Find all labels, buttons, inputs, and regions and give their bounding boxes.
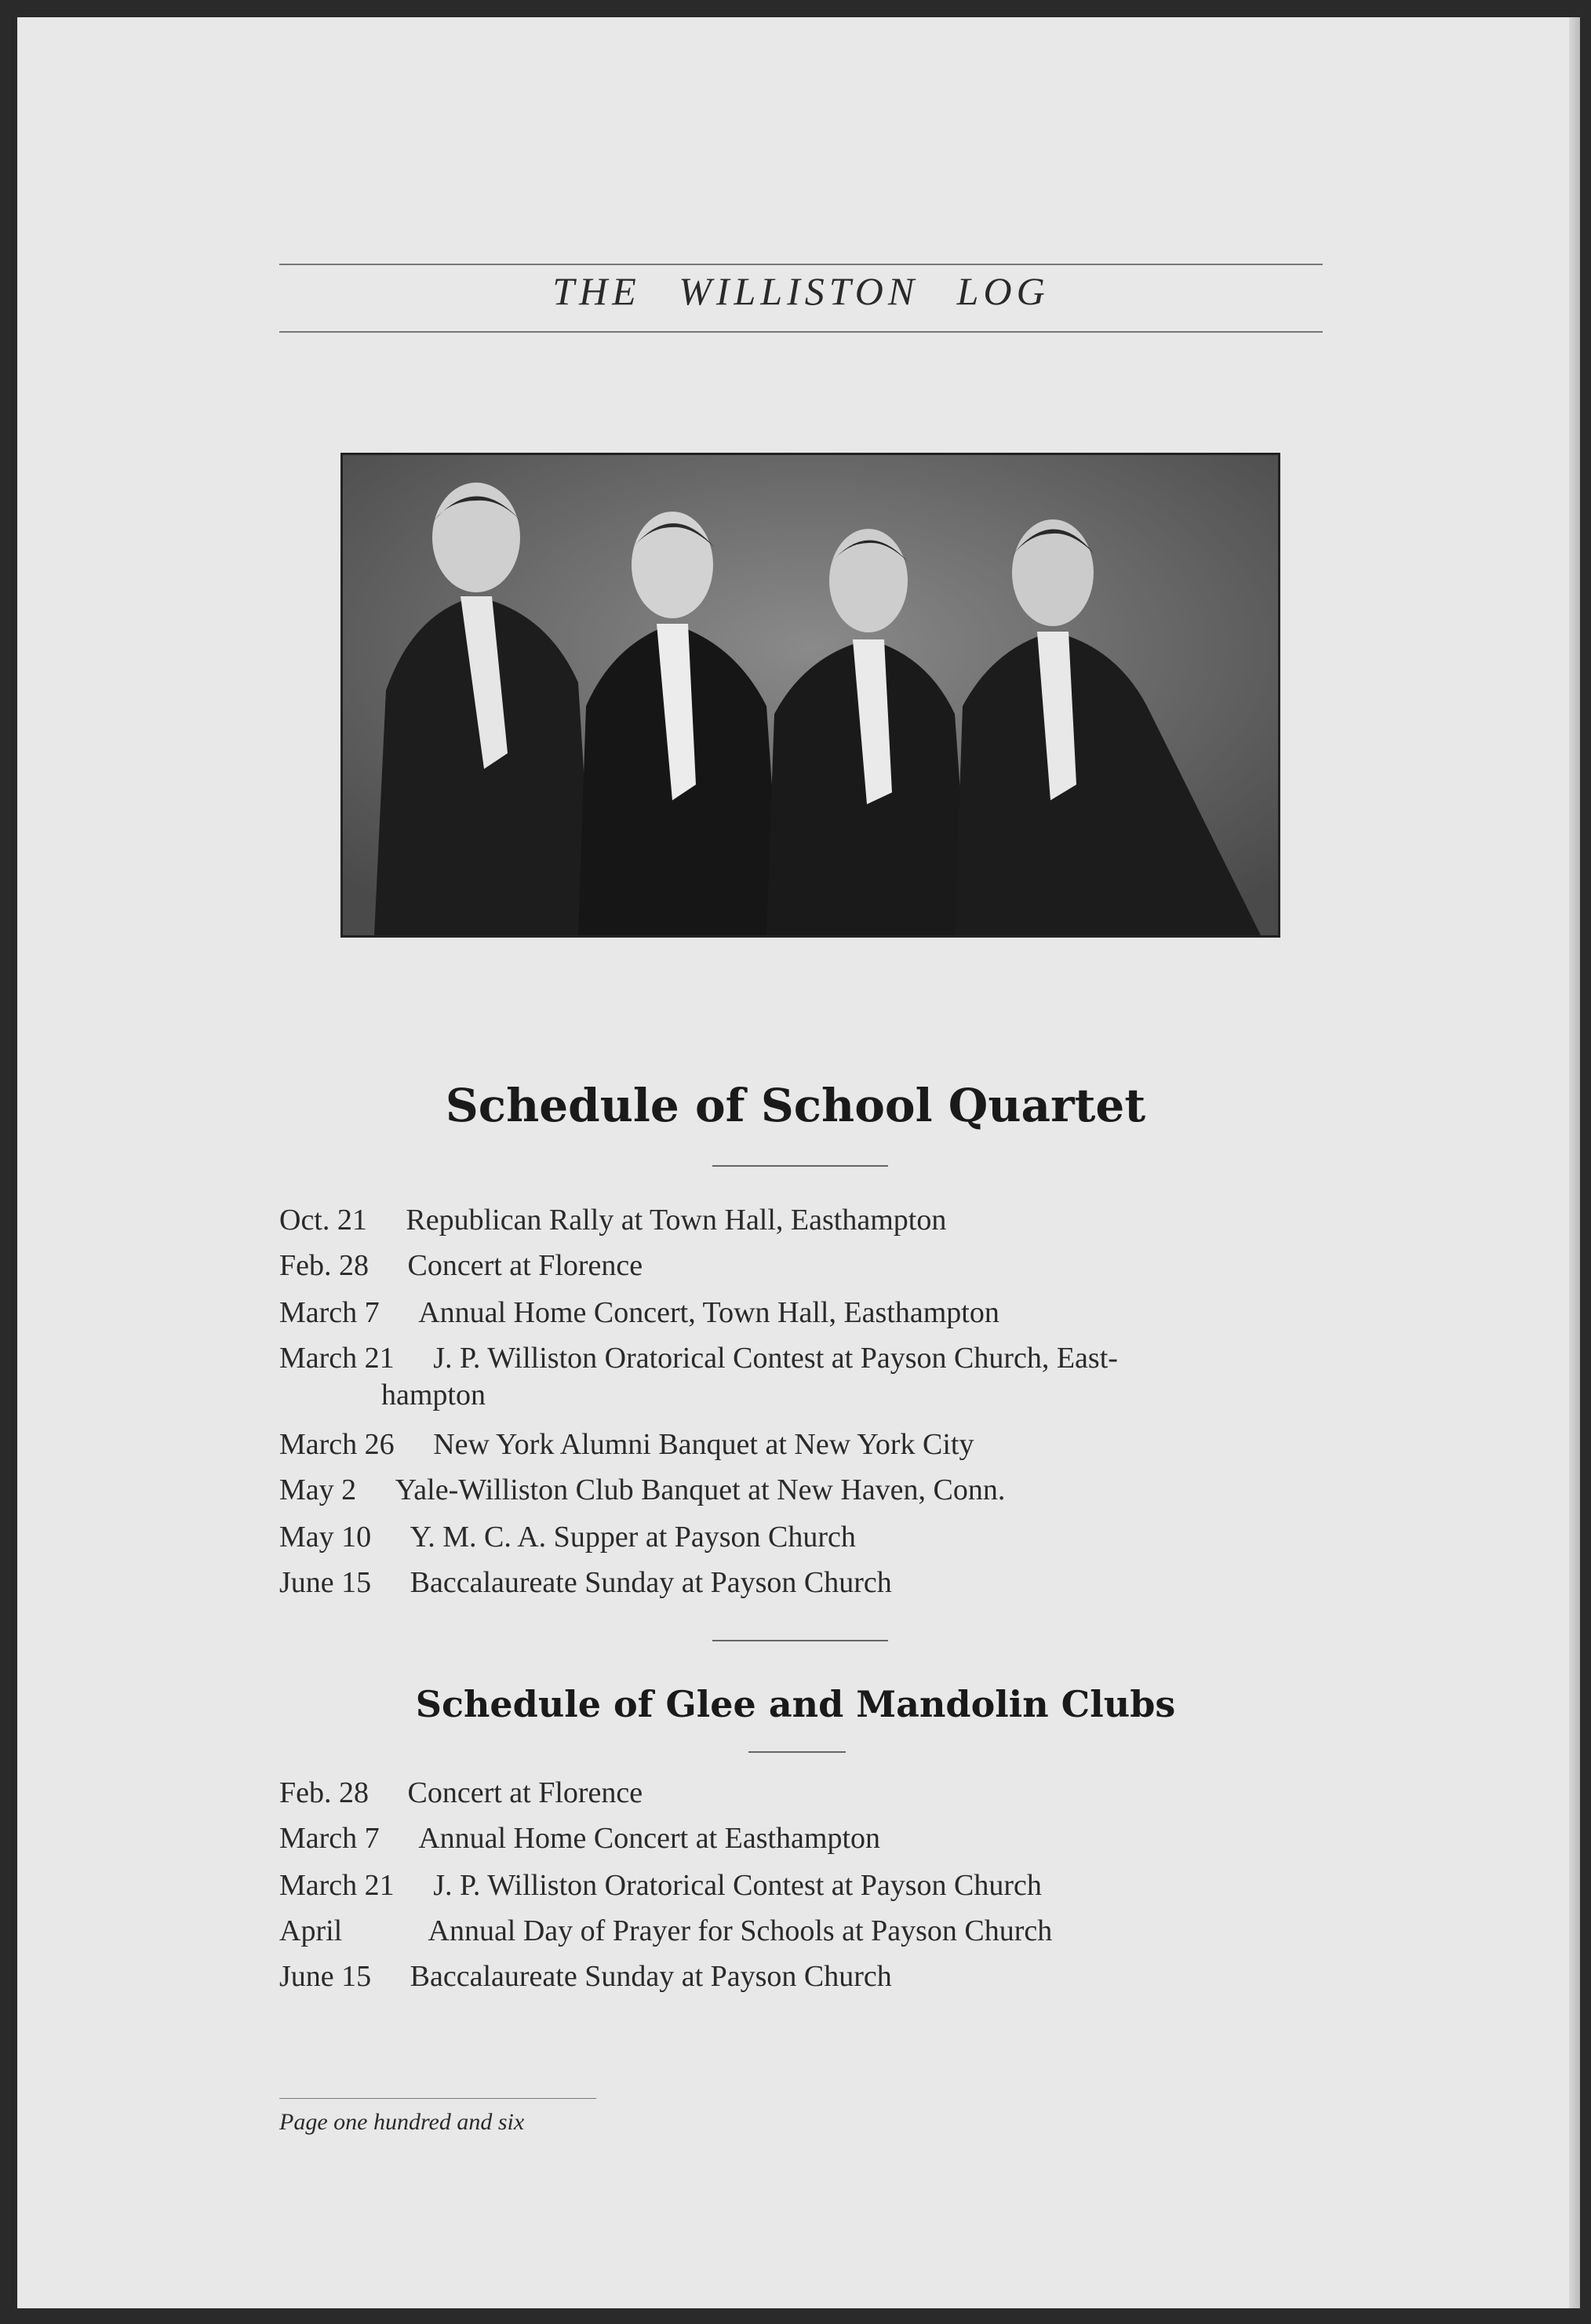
event-description: Baccalaureate Sunday at Payson Church (410, 1960, 892, 1993)
page-gutter (1569, 17, 1580, 2308)
list-item (279, 1519, 1323, 1555)
header-bottom-rule (279, 331, 1323, 333)
running-title: THE WILLISTON LOG (552, 269, 1050, 313)
event-date: May 2 (279, 1473, 357, 1506)
event-description: J. P. Williston Oratorical Contest at Payson Church, East- (433, 1342, 1118, 1375)
header-top-rule (279, 264, 1323, 265)
quartet-photograph (340, 453, 1280, 938)
list-item (279, 1867, 1323, 1903)
list-item (279, 1472, 1323, 1508)
glee-schedule-title: Schedule of Glee and Mandolin Clubs (415, 1683, 1176, 1725)
event-description: Concert at Florence (407, 1776, 643, 1809)
list-item (279, 1202, 1323, 1238)
event-description: Annual Day of Prayer for Schools at Payson Church (428, 1914, 1053, 1947)
event-description: Annual Home Concert, Town Hall, Easthampton (418, 1296, 999, 1329)
event-date: March 21 (279, 1869, 395, 1902)
event-date: March 7 (279, 1296, 380, 1329)
glee-title-rule (748, 1751, 846, 1753)
event-date: April (279, 1914, 343, 1947)
page-number: Page one hundred and six (279, 2109, 525, 2135)
event-description: Concert at Florence (407, 1249, 643, 1282)
quartet-schedule-title: Schedule of School Quartet (445, 1079, 1146, 1132)
event-date: Feb. 28 (279, 1249, 369, 1282)
event-description: Baccalaureate Sunday at Payson Church (410, 1566, 892, 1599)
list-item (279, 1565, 1323, 1601)
event-description: J. P. Williston Oratorical Contest at Payson Church (433, 1869, 1042, 1902)
list-item (279, 1775, 1323, 1811)
event-date: June 15 (279, 1566, 372, 1599)
event-description: New York Alumni Banquet at New York City (433, 1428, 974, 1461)
event-date: March 7 (279, 1822, 380, 1855)
event-date: Oct. 21 (279, 1204, 367, 1237)
section-divider-rule (712, 1640, 888, 1641)
list-item (279, 1913, 1323, 1949)
list-item (279, 1295, 1323, 1331)
event-date: March 21 (279, 1342, 395, 1375)
event-description: Y. M. C. A. Supper at Payson Church (410, 1521, 856, 1554)
event-date: March 26 (279, 1428, 395, 1461)
quartet-title-rule (712, 1165, 888, 1167)
event-date: June 15 (279, 1960, 372, 1993)
event-date: Feb. 28 (279, 1776, 369, 1809)
event-description: Republican Rally at Town Hall, Easthampton (406, 1204, 947, 1237)
event-description-continuation: hampton (381, 1379, 486, 1412)
event-date: May 10 (279, 1521, 372, 1554)
list-item (279, 1958, 1323, 1994)
list-item (279, 1820, 1323, 1856)
event-description: Annual Home Concert at Easthampton (418, 1822, 881, 1855)
list-item (279, 1426, 1323, 1463)
list-item (279, 1248, 1323, 1284)
footer-rule (279, 2098, 596, 2099)
event-description: Yale-Williston Club Banquet at New Haven, Conn. (395, 1473, 1006, 1506)
list-item (279, 1340, 1323, 1376)
